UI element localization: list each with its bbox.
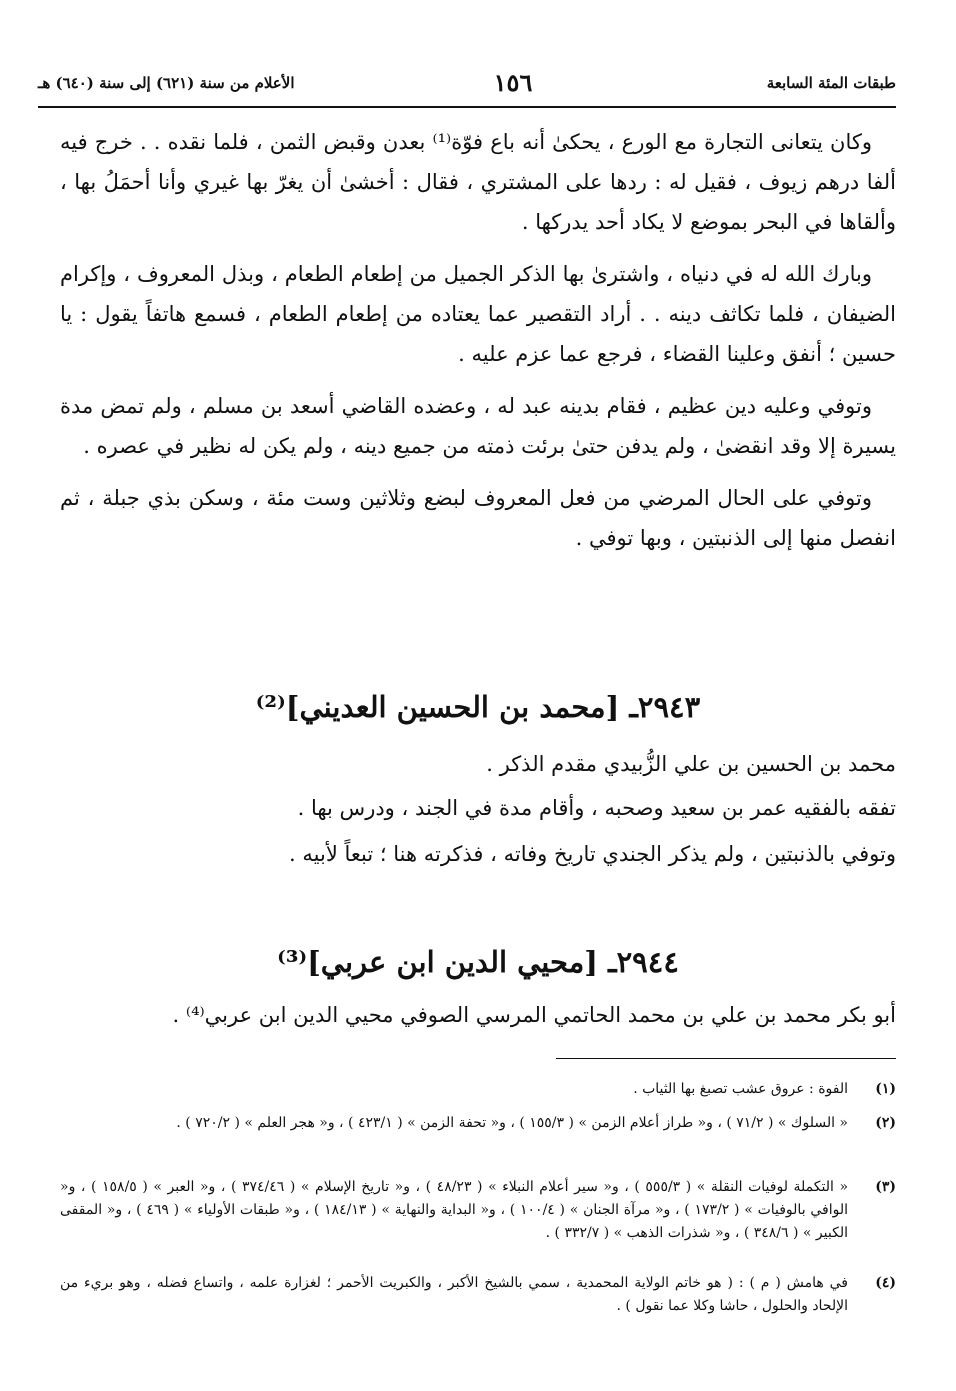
main-text — [60, 122, 896, 570]
page-number: ١٥٦ — [493, 68, 533, 97]
header-rule — [38, 106, 896, 108]
entry-2943-line-3: وتوفي بالذنبتين ، ولم يذكر الجندي تاريخ وفاته ، فذكرته هنا ؛ تبعاً لأبيه . — [289, 842, 896, 866]
header-range: الأعلام من سنة (٦٢١) إلى سنة (٦٤٠) هـ — [38, 74, 295, 92]
footnote-4 — [60, 1272, 896, 1318]
footnote-number: (٣) — [875, 1179, 896, 1195]
footnote-number: (١) — [875, 1081, 896, 1097]
footnote-number: (٤) — [875, 1275, 896, 1291]
entry-2943-title: ٢٩٤٣ـ [محمد بن الحسين العديني]⁽²⁾ — [255, 690, 701, 724]
footnote-3 — [60, 1176, 896, 1245]
entry-2943 — [60, 690, 896, 890]
entry-2944-title: ٢٩٤٤ـ [محيي الدين ابن عربي]⁽³⁾ — [277, 945, 679, 979]
footnote-rule — [556, 1058, 896, 1059]
footnote-1 — [60, 1078, 896, 1101]
footnote-text: الفوة : عروق عشب تصبغ بها الثياب . — [633, 1081, 848, 1097]
footnote-text: « التكملة لوفيات النقلة » ( ٥٥٥/٣ ) ، و« سير أعلام النبلاء » ( ٤٨/٢٣ ) ، و« تاريخ الإسلام » ( ٣٧٤/٤٦ ) ، و« العبر » ( ١٥٨/٥ ) ، و« الوافي بالوفيات » ( ١٧٣/٢ ) ، و« مرآة الجنان » ( ١٠٠/٤ ) ، و« البداية والنهاية » ( ١٨٤/١٣ ) ، و« طبقات الأولياء » ( ٤٦٩ ) ، و« المقفى الكبير » ( ٣٤٨/٦ ) ، و« شذرات الذهب » ( ٣٣٢/٧ ) . — [60, 1179, 849, 1241]
paragraph-3: وتوفي وعليه دين عظيم ، فقام بدينه عبد له ، وعضده القاضي أسعد بن مسلم ، ولم تمض مدة يسيرة إلا وقد انقضىٰ ، ولم يدفن حتىٰ برئت ذمته من جميع دينه ، ولم يكن له نظير في عصره . — [60, 394, 896, 458]
footnote-text: « السلوك » ( ٧١/٢ ) ، و« طراز أعلام الزمن » ( ١٥٥/٣ ) ، و« تحفة الزمن » ( ٤٢٣/١ ) ، و« هجر العلم » ( ٧٢٠/٢ ) . — [176, 1115, 848, 1131]
entry-2944-line-1: أبو بكر محمد بن علي بن محمد الحاتمي المرسي الصوفي محيي الدين ابن عربي⁽⁴⁾ . — [172, 1003, 896, 1027]
header-book-part: طبقات المئة السابعة — [766, 74, 896, 92]
entry-2943-line-1: محمد بن الحسين بن علي الزُّبيدي مقدم الذكر . — [486, 752, 896, 776]
footnote-text: في هامش ( م ) : ( هو خاتم الولاية المحمدية ، سمي بالشيخ الأكبر ، والكبريت الأحمر ؛ لغزارة علمه ، واتساع فضله ، وهو بريء من الإلحاد والحلول ، حاشا وكلا عما نقول ) . — [60, 1275, 848, 1314]
footnote-number: (٢) — [875, 1115, 896, 1131]
paragraph-4: وتوفي على الحال المرضي من فعل المعروف لبضع وثلاثين وست مئة ، وسكن بذي جبلة ، ثم انفصل منها إلى الذنبتين ، وبها توفي . — [60, 486, 896, 550]
paragraph-2: وبارك الله له في دنياه ، واشترىٰ بها الذكر الجميل من إطعام الطعام ، وبذل المعروف ، وإكرام الضيفان ، فلما تكاثف دينه . . أراد التقصير عما يعتاده من إطعام الطعام ، فسمع هاتفاً يقول : يا حسين ؛ أنفق وعلينا القضاء ، فرجع عما عزم عليه . — [60, 262, 896, 366]
entry-2943-line-2: تفقه بالفقيه عمر بن سعيد وصحبه ، وأقام مدة في الجند ، ودرس بها . — [297, 796, 896, 820]
paragraph-1: وكان يتعانى التجارة مع الورع ، يحكىٰ أنه باع فوّة⁽¹⁾ بعدن وقبض الثمن ، فلما نقده . . خرج فيه ألفا درهم زيوف ، فقيل له : ردها على المشتري ، فقال : أخشىٰ أن يغرّ بها غيري وأنا أحمَلُ بها ، وألقاها في البحر بموضع لا يكاد أحد يدركها . — [60, 130, 896, 234]
entry-2944 — [60, 945, 896, 1045]
footnote-2 — [60, 1112, 896, 1135]
running-header — [38, 68, 896, 104]
